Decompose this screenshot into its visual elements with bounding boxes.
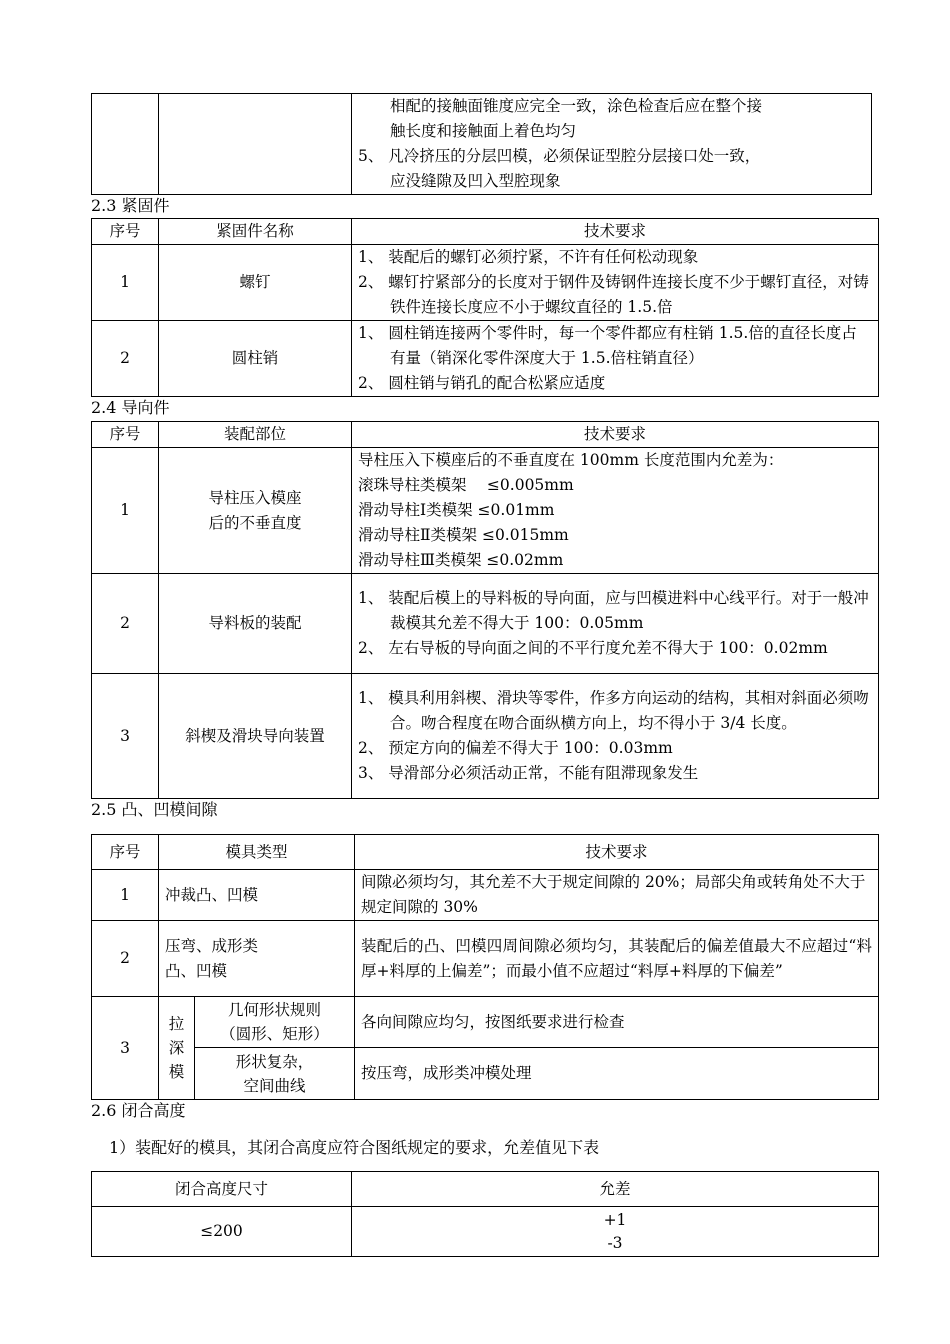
closed-height-table bbox=[91, 1171, 879, 1257]
table-row: 1 冲裁凸、凹模 间隙必须均匀，其允差不大于规定间隙的 20%；局部尖角或转角处不大于规定间隙的 30% bbox=[92, 870, 879, 921]
guide-parts-table bbox=[91, 421, 879, 799]
table-row: 3 斜楔及滑块导向装置 1、 模具利用斜楔、滑块等零件，作多方向运动的结构，其相对斜面必须吻合。吻合程度在吻合面纵横方向上，均不得小于 3/4 长度。 2、 预定方向的偏差不得大于 100：0.03mm 3、 导滑部分必须活动正常，不能有阻滞现象发生 bbox=[92, 674, 879, 799]
table-header-row: 序号 装配部位 技术要求 bbox=[92, 422, 879, 448]
table-row: 3 拉 深 模 几何形状规则 （圆形、矩形） 各向间隙应均匀，按图纸要求进行检查 bbox=[92, 997, 879, 1048]
table-header-row: 序号 紧固件名称 技术要求 bbox=[92, 219, 879, 245]
table-header-row: 序号 模具类型 技术要求 bbox=[92, 835, 879, 870]
table-row: 2 圆柱销 1、 圆柱销连接两个零件时，每一个零件都应有柱销 1.5.倍的直径长度占有量（销深化零件深度大于 1.5.倍柱销直径） 2、 圆柱销与销孔的配合松紧应适度 bbox=[92, 321, 879, 397]
paragraph: 1）装配好的模具，其闭合高度应符合图纸规定的要求，允差值见下表 bbox=[109, 1138, 600, 1157]
clearance-table bbox=[91, 834, 879, 1100]
deep-drawing-label: 拉 深 模 bbox=[159, 997, 195, 1100]
table-row: 1 螺钉 1、 装配后的螺钉必须拧紧，不许有任何松动现象 2、 螺钉拧紧部分的长度对于钢件及铸钢件连接长度不少于螺钉直径，对铸铁件连接长度应不小于螺纹直径的 1.5.倍 bbox=[92, 245, 879, 321]
table-row: 形状复杂， 空间曲线 按压弯，成形类冲模处理 bbox=[92, 1048, 879, 1100]
fasteners-table bbox=[91, 218, 879, 397]
section-heading-2-4: 2.4 导向件 bbox=[91, 398, 170, 417]
table-row: 1 导柱压入模座 后的不垂直度 导柱压入下模座后的不垂直度在 100mm 长度范围内允差为： 滚珠导柱类模架 ≤0.005mm 滑动导柱Ⅰ类模架 ≤0.01mm 滑动导柱Ⅱ类模架 ≤0.015mm 滑动导柱Ⅲ类模架 ≤0.02mm bbox=[92, 448, 879, 574]
table-row bbox=[92, 94, 872, 195]
table-row: 2 导料板的装配 1、 装配后模上的导料板的导向面，应与凹模进料中心线平行。对于一般冲裁模其允差不得大于 100：0.05mm 2、 左右导板的导向面之间的不平行度允差不得大于 100：0.02mm bbox=[92, 574, 879, 674]
section-heading-2-6: 2.6 闭合高度 bbox=[91, 1101, 186, 1120]
section-heading-2-3: 2.3 紧固件 bbox=[91, 196, 170, 215]
continued-table bbox=[91, 93, 872, 195]
section-heading-2-5: 2.5 凸、凹模间隙 bbox=[91, 800, 218, 819]
table-header-row: 闭合高度尺寸 允差 bbox=[92, 1172, 879, 1207]
requirement-cell: 相配的接触面锥度应完全一致，涂色检查后应在整个接 触长度和接触面上着色均匀 5、 凡冷挤压的分层凹模，必须保证型腔分层接口处一致， 应没缝隙及凹入型腔现象 bbox=[352, 94, 872, 195]
table-row: 2 压弯、成形类 凸、凹模 装配后的凸、凹模四周间隙必须均匀，其装配后的偏差值最大不应超过“料厚+料厚的上偏差”；而最小值不应超过“料厚+料厚的下偏差” bbox=[92, 921, 879, 997]
table-row: ≤200 +1 -3 bbox=[92, 1207, 879, 1257]
